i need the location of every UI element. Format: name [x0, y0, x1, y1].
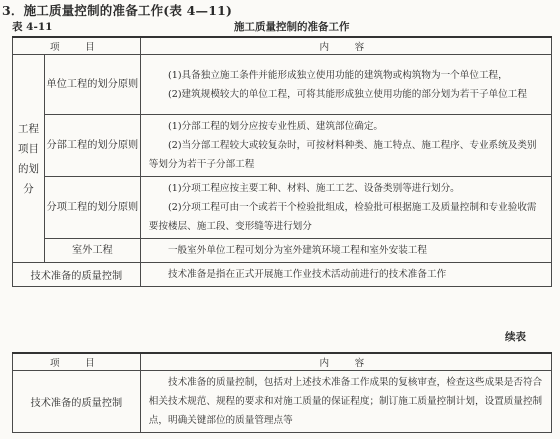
table-row [13, 115, 552, 177]
content-paragraph: 技术准备是指在正式开展施工作业技术活动前进行的技术准备工作 [167, 269, 447, 280]
row-name: 分部工程的划分原则 [44, 115, 140, 177]
table-caption [12, 19, 552, 35]
row-name: 分项工程的划分原则 [44, 177, 140, 239]
table-row [13, 371, 552, 433]
main-table [12, 36, 552, 287]
row-content [140, 371, 551, 433]
section-heading: 3．施工质量控制的准备工作(表 4—11) [2, 3, 233, 18]
table-row [13, 239, 552, 263]
row-name: 技术准备的质量控制 [13, 263, 141, 287]
content-paragraph: (1)具备独立施工条件并能形成独立使用功能的建筑物或构筑物为一个单位工程， [167, 69, 508, 81]
row-content [140, 55, 551, 115]
header-item: 项 目 [13, 353, 141, 371]
row-content [140, 239, 551, 263]
content-paragraph: (2)建筑规模较大的单位工程，可将其能形成独立使用功能的部分划为若干子单位工程 [167, 88, 527, 100]
continued-table [12, 352, 552, 433]
content-paragraph: (2)当分部工程较大或较复杂时，可按材料种类、施工特点、施工程序、专业系统及类别等划分为若干子分部工程 [148, 140, 537, 170]
header-content: 内 容 [140, 37, 551, 55]
row-content [140, 177, 551, 239]
row-name: 技术准备的质量控制 [13, 371, 141, 433]
table-header-row [13, 37, 552, 55]
category-label: 工程项目的划分 [17, 122, 39, 195]
header-content: 内 容 [140, 353, 551, 371]
table-number: 表 4-11 [12, 21, 53, 33]
content-paragraph: 一般室外单位工程可划分为室外建筑环境工程和室外安装工程 [167, 245, 427, 256]
row-content [140, 263, 551, 287]
content-paragraph: (1)分部工程的划分应按专业性质、建筑部位确定。 [167, 121, 384, 132]
row-name: 室外工程 [44, 239, 140, 263]
content-paragraph: 技术准备的质量控制，包括对上述技术准备工作成果的复核审查，检查这些成果是否符合相关技术规范、规程的要求和对施工质量的保证程度；制订施工质量控制计划，设置质量控制点，明确关键部位的质量管理点等 [148, 377, 543, 426]
table-title: 施工质量控制的准备工作 [234, 21, 350, 33]
content-paragraph: (1)分项工程应按主要工种、材料、施工工艺、设备类别等进行划分。 [167, 183, 460, 194]
header-item: 项 目 [13, 37, 141, 55]
table-row [13, 263, 552, 287]
table-row [13, 55, 552, 115]
table-header-row [13, 353, 552, 371]
row-name: 单位工程的划分原则 [44, 55, 140, 115]
row-content [140, 115, 551, 177]
content-paragraph: (2)分项工程可由一个或若干个检验批组成，检验批可根据施工及质量控制和专业验收需要按楼层、施工段、变形缝等进行划分 [148, 202, 537, 232]
continued-label: 续表 [505, 331, 526, 343]
category-cell [13, 55, 45, 263]
table-row [13, 177, 552, 239]
